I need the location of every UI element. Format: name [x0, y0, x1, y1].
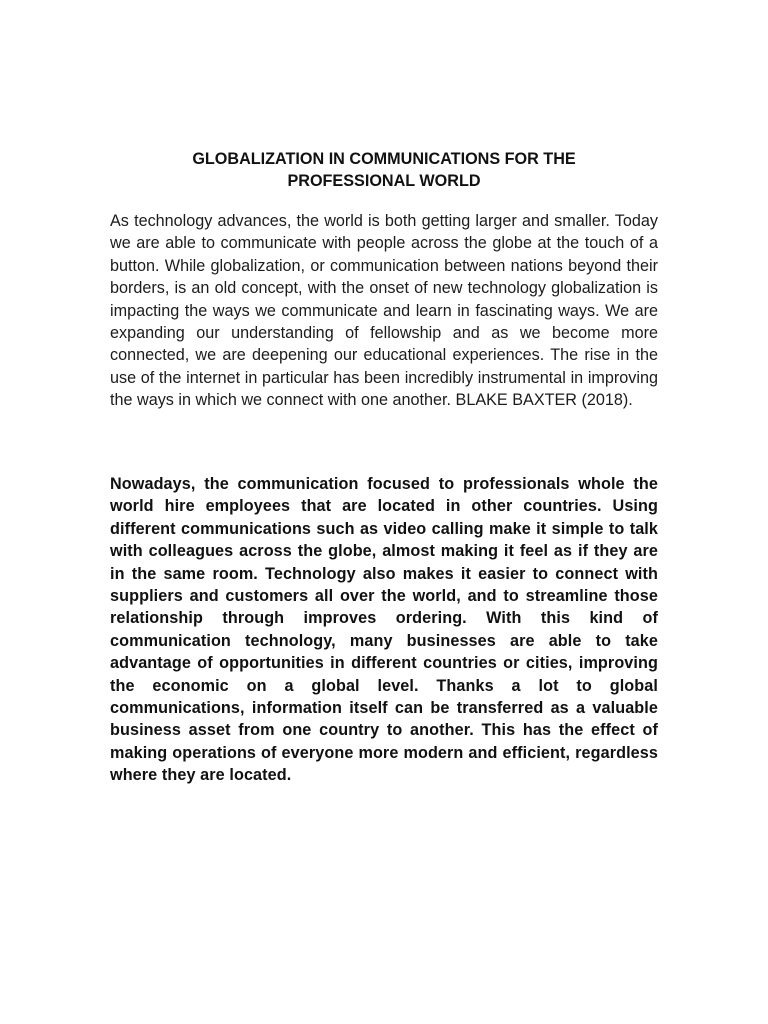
title-line-1: GLOBALIZATION IN COMMUNICATIONS FOR THE	[192, 150, 576, 168]
paragraph-1: As technology advances, the world is both getting larger and smaller. Today we are able to communicate with people across the globe at the touch of a button. While globalization, or communication between nations beyond their borders, is an old concept, with the onset of new technology globalization is impacting the ways we communicate and learn in fascinating ways. We are expanding our understanding of fellowship and as we become more connected, we are deepening our educational experiences. The rise in the use of the internet in particular has been incredibly instrumental in improving the ways in which we connect with one another. BLAKE BAXTER (2018).	[110, 212, 658, 410]
paragraph-2: Nowadays, the communication focused to professionals whole the world hire employees that are located in other countries. Using different communications such as video calling make it simple to talk with colleagues across the globe, almost making it feel as if they are in the same room. Technology also makes it easier to connect with suppliers and customers all over the world, and to streamline those relationship through improves ordering. With this kind of communication technology, many businesses are able to take advantage of opportunities in different countries or cities, improving the economic on a global level. Thanks a lot to global communications, information itself can be transferred as a valuable business asset from one country to another. This has the effect of making operations of everyone more modern and efficient, regardless where they are located.	[110, 475, 658, 785]
title-line-2: PROFESSIONAL WORLD	[287, 172, 481, 190]
document-title	[110, 148, 658, 192]
